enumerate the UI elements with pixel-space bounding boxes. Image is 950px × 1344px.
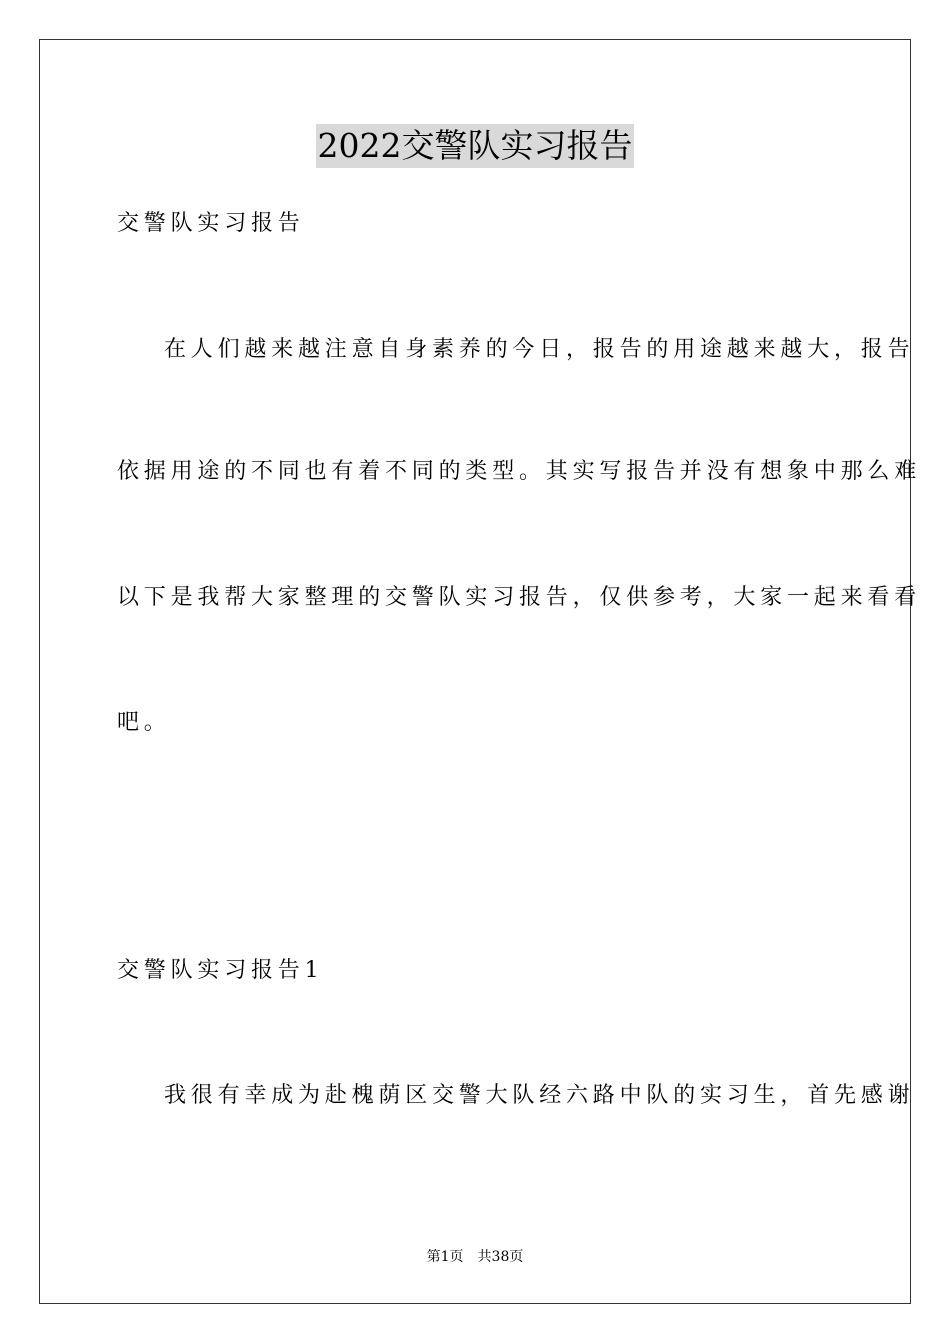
- page-footer: [0, 1247, 950, 1267]
- document-title: 2022交警队实习报告: [316, 124, 635, 168]
- paragraph-line: 在人们越来越注意自身素养的今日，报告的用途越来越大，报告: [164, 337, 915, 362]
- paragraph-line: 依据用途的不同也有着不同的类型。其实写报告并没有想象中那么难: [117, 459, 922, 484]
- paragraph-line: 以下是我帮大家整理的交警队实习报告，仅供参考，大家一起来看看: [117, 585, 922, 610]
- paragraph-line: 我很有幸成为赴槐荫区交警大队经六路中队的实习生，首先感谢: [164, 1083, 915, 1108]
- page-number: 第1页: [426, 1249, 464, 1265]
- section-heading: 交警队实习报告1: [117, 958, 324, 983]
- page-total: 共38页: [477, 1249, 524, 1265]
- title-wrap: [0, 124, 950, 168]
- document-subtitle: 交警队实习报告: [117, 211, 305, 236]
- paragraph-line: 吧。: [117, 710, 171, 735]
